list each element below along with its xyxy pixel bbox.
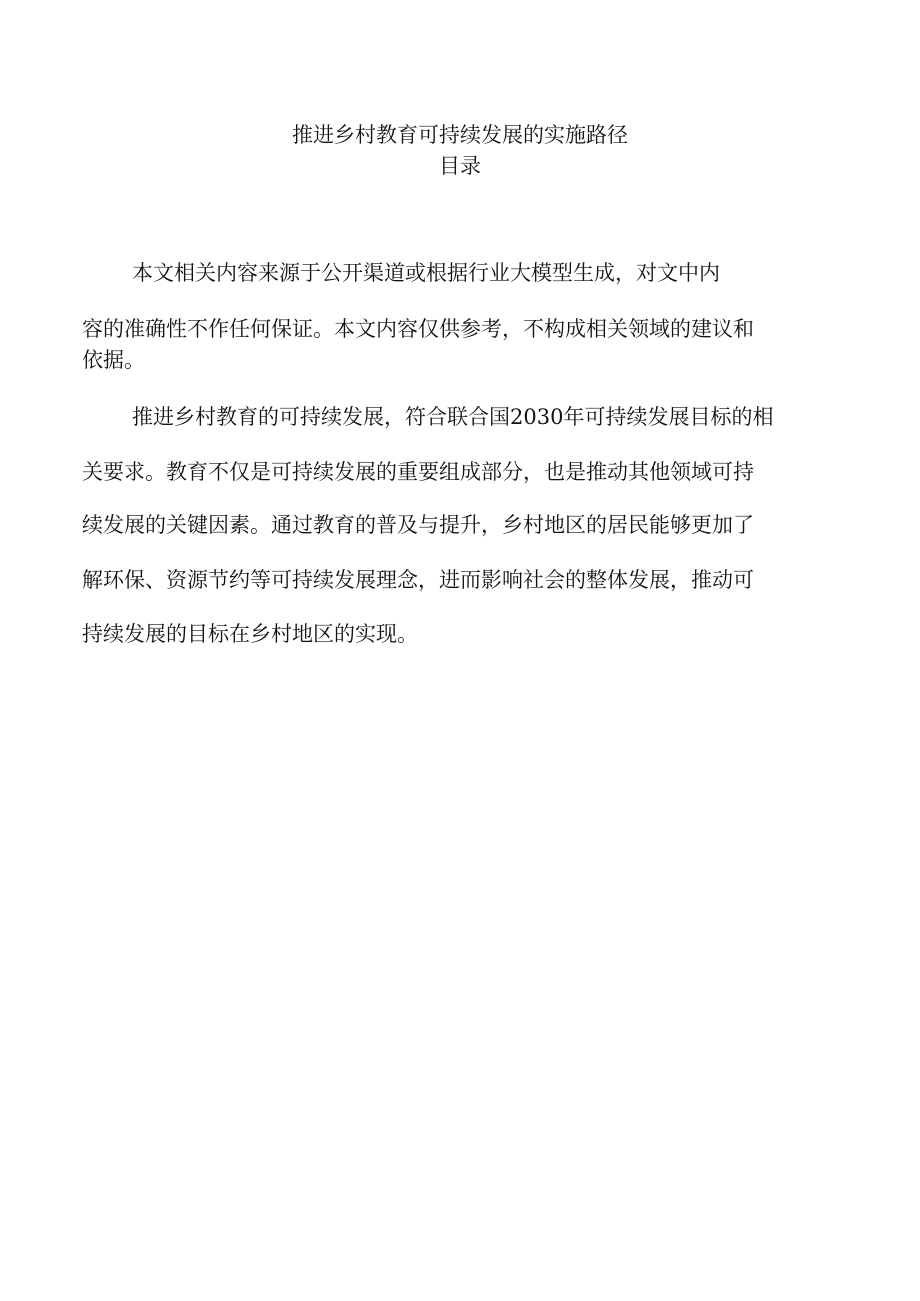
body-line-2: 关要求。教育不仅是可持续发展的重要组成部分，也是推动其他领域可持 <box>82 460 754 484</box>
document-title: 推进乡村教育可持续发展的实施路径 <box>292 123 628 147</box>
body-line-4: 解环保、资源节约等可持续发展理念，进而影响社会的整体发展，推动可 <box>82 568 754 592</box>
toc-heading: 目录 <box>439 154 481 178</box>
body-line-1: 推进乡村教育的可持续发展，符合联合国2030年可持续发展目标的相 <box>132 405 774 429</box>
disclaimer-line-3: 依据。 <box>82 348 145 372</box>
disclaimer-line-1: 本文相关内容来源于公开渠道或根据行业大模型生成，对文中内 <box>132 261 720 285</box>
body-line-3: 续发展的关键因素。通过教育的普及与提升，乡村地区的居民能够更加了 <box>82 513 754 537</box>
body-line-5: 持续发展的目标在乡村地区的实现。 <box>82 622 418 646</box>
disclaimer-line-2: 容的准确性不作任何保证。本文内容仅供参考，不构成相关领域的建议和 <box>82 317 754 341</box>
